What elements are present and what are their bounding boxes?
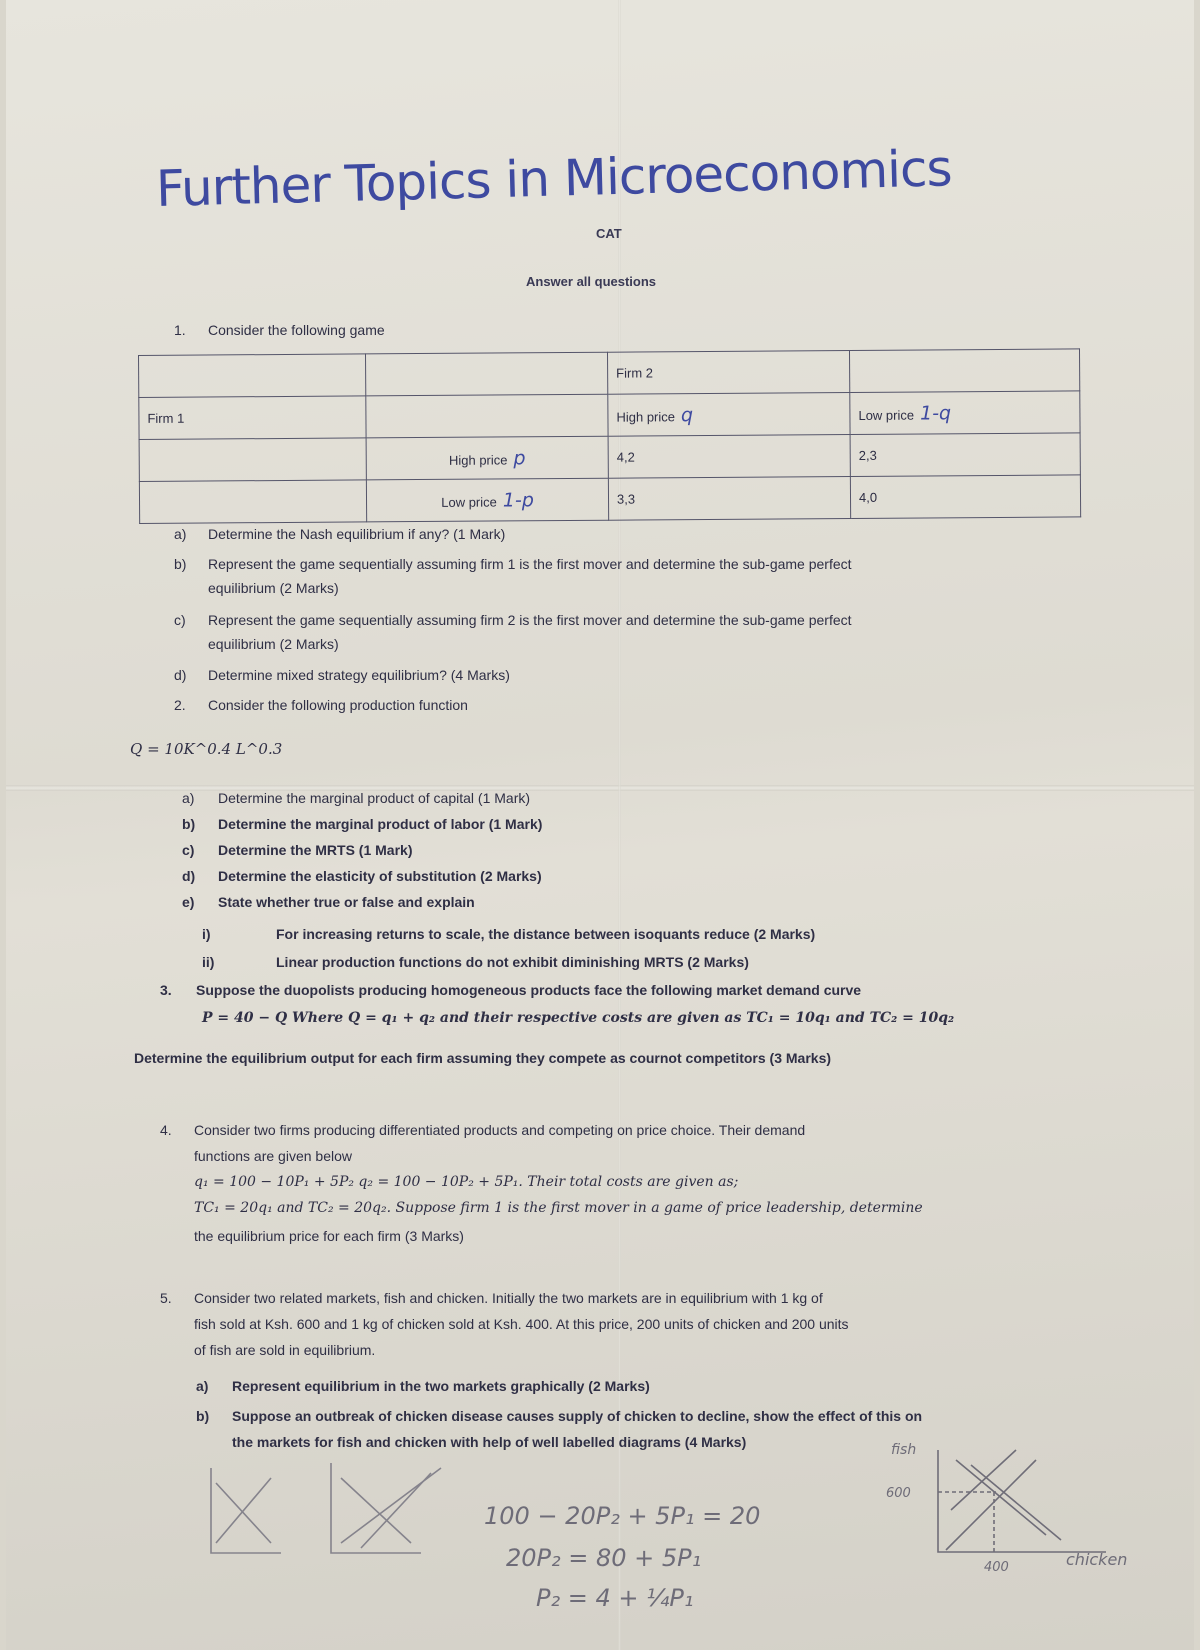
q2a-label: a) (182, 790, 195, 806)
q1-text: Consider the following game (208, 322, 385, 338)
q3-number: 3. (160, 982, 172, 998)
q3-closing: Determine the equilibrium output for each firm assuming they compete as cournot competitors (3 Marks) (134, 1050, 832, 1066)
col-low-price (850, 391, 1080, 435)
q5b-label: b) (196, 1408, 210, 1424)
q5-line3: of fish are sold in equilibrium. (194, 1342, 376, 1358)
row-low-price-label: Low price (441, 493, 497, 510)
q5-number: 5. (160, 1290, 172, 1306)
q1b-text: Represent the game sequentially assuming firm 1 is the first mover and determine the sub-game perfect (208, 556, 852, 572)
q3-text: Suppose the duopolists producing homogeneous products face the following market demand curve (196, 982, 862, 998)
q2e-text: State whether true or false and explain (218, 894, 475, 910)
row-high-note: p (513, 446, 526, 469)
q2b-label: b) (182, 816, 196, 832)
exam-paper (6, 0, 1194, 1650)
q4-line5: the equilibrium price for each firm (3 Marks) (194, 1228, 464, 1244)
col-low-note: 1-q (919, 401, 952, 425)
row-low-price (366, 478, 608, 522)
q4-line4: TC₁ = 20q₁ and TC₂ = 20q₂. Suppose firm 1 is the first mover in a game of price leadership, determine (194, 1200, 923, 1216)
col-high-price (608, 393, 850, 437)
q1b-text-cont: equilibrium (2 Marks) (208, 580, 339, 596)
q2-text: Consider the following production function (208, 697, 468, 713)
graph-600-label: 600 (886, 1486, 911, 1501)
paper-fold-vertical (618, 0, 621, 1650)
payoff-low-low: 4,0 (850, 475, 1080, 519)
q1c-text: Represent the game sequentially assuming firm 2 is the first mover and determine the sub-game perfect (208, 612, 852, 628)
q2-number: 2. (174, 697, 186, 713)
q1c-label: c) (174, 612, 186, 628)
q4-line3: q₁ = 100 − 10P₁ + 5P₂ q₂ = 100 − 10P₂ + 5P₁. Their total costs are given as; (194, 1174, 739, 1190)
col-high-note: q (680, 403, 694, 426)
game-payoff-table (138, 348, 1081, 524)
q2c-text: Determine the MRTS (1 Mark) (218, 842, 413, 858)
q5a-text: Represent equilibrium in the two markets graphically (2 Marks) (232, 1378, 650, 1394)
graph-fish-label: fish (891, 1442, 917, 1458)
q1a-text: Determine the Nash equilibrium if any? (1 Mark) (208, 526, 506, 542)
q2-production-function: Q = 10K^0.4 L^0.3 (130, 740, 283, 758)
q2e-i-text: For increasing returns to scale, the distance between isoquants reduce (2 Marks) (276, 926, 816, 942)
col-high-price-label: High price (616, 408, 676, 425)
page-title: Further Topics in Microeconomics (155, 139, 953, 218)
exam-instruction: Answer all questions (526, 274, 657, 289)
payoff-low-high: 3,3 (608, 477, 850, 521)
q1c-text-cont: equilibrium (2 Marks) (208, 636, 339, 652)
working-eq3: P₂ = 4 + ¼P₁ (536, 1584, 694, 1612)
q5-line1: Consider two related markets, fish and chicken. Initially the two markets are in equilibrium with 1 kg of (194, 1290, 823, 1306)
row-high-price (366, 436, 608, 480)
row-high-price-label: High price (448, 451, 508, 468)
q2e-ii-label: ii) (202, 954, 215, 970)
q4-line2: functions are given below (194, 1148, 352, 1164)
q1b-label: b) (174, 556, 187, 572)
q2e-ii-text: Linear production functions do not exhibit diminishing MRTS (2 Marks) (276, 954, 749, 970)
q4-line1: Consider two firms producing differentiated products and competing on price choice. Their demand (194, 1122, 806, 1138)
firm2-label: Firm 2 (607, 351, 849, 395)
q2d-label: d) (182, 868, 196, 884)
q5-line2: fish sold at Ksh. 600 and 1 kg of chicken sold at Ksh. 400. At this price, 200 units of chicken and 200 units (194, 1316, 849, 1332)
payoff-high-high: 4,2 (608, 435, 850, 479)
working-eq1: 100 − 20P₂ + 5P₁ = 20 (484, 1502, 761, 1530)
q3-equation: P = 40 − Q Where Q = q₁ + q₂ and their respective costs are given as TC₁ = 10q₁ and TC₂ = 10q₂ (202, 1010, 955, 1026)
q2c-label: c) (182, 842, 195, 858)
q4-number: 4. (160, 1122, 172, 1138)
exam-type: CAT (596, 226, 622, 241)
q1d-text: Determine mixed strategy equilibrium? (4 Marks) (208, 667, 510, 683)
pencil-sketch-left (191, 1458, 461, 1568)
q5a-label: a) (196, 1378, 209, 1394)
q5b-text: Suppose an outbreak of chicken disease causes supply of chicken to decline, show the effect of this on (232, 1408, 923, 1424)
q1-number: 1. (174, 322, 186, 338)
col-low-price-label: Low price (858, 407, 915, 423)
row-low-note: 1-p (502, 488, 534, 511)
q2e-label: e) (182, 894, 195, 910)
q5b-text-cont: the markets for fish and chicken with help of well labelled diagrams (4 Marks) (232, 1434, 747, 1450)
payoff-high-low: 2,3 (850, 433, 1080, 477)
firm1-label: Firm 1 (139, 396, 366, 440)
graph-400-label: 400 (984, 1560, 1009, 1575)
working-eq2: 20P₂ = 80 + 5P₁ (506, 1544, 702, 1572)
graph-chicken-label: chicken (1066, 1550, 1128, 1569)
q1a-label: a) (174, 526, 187, 542)
q2e-i-label: i) (202, 926, 211, 942)
q2d-text: Determine the elasticity of substitution (2 Marks) (218, 868, 542, 884)
q2a-text: Determine the marginal product of capital (1 Mark) (218, 790, 531, 806)
q1d-label: d) (174, 667, 187, 683)
q2b-text: Determine the marginal product of labor (1 Mark) (218, 816, 543, 832)
